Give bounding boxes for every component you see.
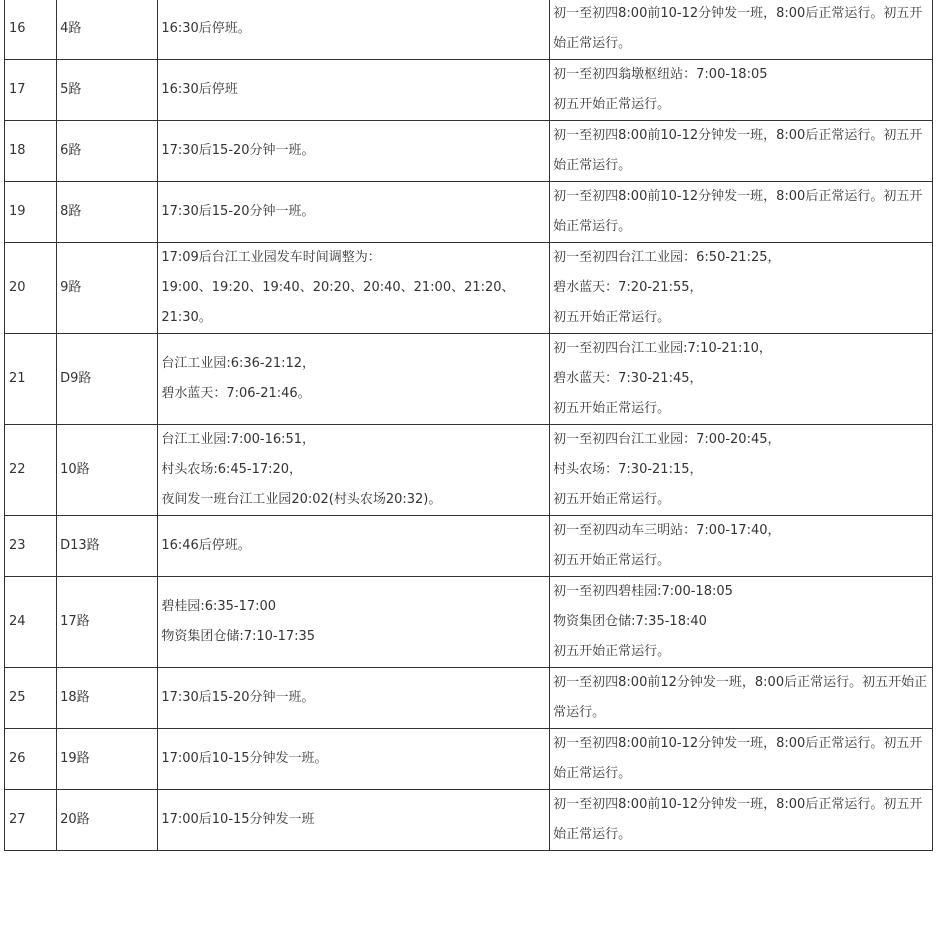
new-year-eve-schedule-cell	[158, 121, 550, 182]
table-row	[5, 425, 933, 516]
schedule-line: 17:00后10-15分钟发一班	[161, 812, 315, 827]
row-number-cell: 19	[5, 182, 57, 243]
schedule-line: 17:30后15-20分钟一班。	[161, 204, 315, 219]
table-row	[5, 729, 933, 790]
schedule-line: 碧水蓝天：7:20-21:55，	[553, 280, 703, 295]
route-name-cell: 9路	[57, 243, 158, 334]
schedule-line: 初五开始正常运行。	[553, 310, 671, 325]
new-year-eve-schedule-cell	[158, 334, 550, 425]
route-name-cell: 17路	[57, 577, 158, 668]
schedule-line: 初五开始正常运行。	[553, 97, 671, 112]
schedule-line: 初一至初四台江工业园：7:00-20:45，	[553, 432, 781, 447]
schedule-line: 初一至初四8:00前12分钟发一班，8:00后正常运行。初五开始正常运行。	[553, 675, 928, 720]
schedule-line: 初一至初四碧桂园:7:00-18:05	[553, 584, 733, 599]
row-number-cell: 23	[5, 516, 57, 577]
new-year-eve-schedule-cell	[158, 60, 550, 121]
schedule-line: 初一至初四8:00前10-12分钟发一班，8:00后正常运行。初五开始正常运行。	[553, 128, 923, 173]
route-name-cell: 4路	[57, 0, 158, 60]
row-number-cell: 18	[5, 121, 57, 182]
schedule-line: 初一至初四翁墩枢纽站：7:00-18:05	[553, 67, 768, 82]
new-year-eve-schedule-cell	[158, 243, 550, 334]
route-name-cell: 20路	[57, 790, 158, 851]
new-year-eve-schedule-cell	[158, 425, 550, 516]
schedule-line: 初一至初四8:00前10-12分钟发一班，8:00后正常运行。初五开始正常运行。	[553, 736, 923, 781]
holiday-schedule-cell	[550, 516, 933, 577]
row-number-cell: 16	[5, 0, 57, 60]
schedule-line: 碧桂园:6:35-17:00	[161, 599, 277, 614]
schedule-line: 17:30后15-20分钟一班。	[161, 143, 315, 158]
table-row	[5, 668, 933, 729]
holiday-schedule-cell	[550, 243, 933, 334]
schedule-line: 夜间发一班台江工业园20:02(村头农场20:32)。	[161, 492, 442, 507]
route-name-cell: 5路	[57, 60, 158, 121]
schedule-line: 台江工业园:7:00-16:51，	[161, 432, 316, 447]
route-name-cell: D13路	[57, 516, 158, 577]
schedule-line: 物资集团仓储:7:35-18:40	[553, 614, 707, 629]
holiday-schedule-cell	[550, 121, 933, 182]
schedule-line: 17:09后台江工业园发车时间调整为：	[161, 250, 381, 265]
route-name-cell: 10路	[57, 425, 158, 516]
holiday-schedule-cell	[550, 182, 933, 243]
route-name-cell: D9路	[57, 334, 158, 425]
row-number-cell: 25	[5, 668, 57, 729]
route-name-cell: 8路	[57, 182, 158, 243]
schedule-line: 初五开始正常运行。	[553, 492, 671, 507]
schedule-line: 初五开始正常运行。	[553, 401, 671, 416]
new-year-eve-schedule-cell	[158, 577, 550, 668]
schedule-line: 初一至初四台江工业园:7:10-21:10，	[553, 341, 772, 356]
schedule-line: 初一至初四动车三明站：7:00-17:40，	[553, 523, 781, 538]
new-year-eve-schedule-cell	[158, 790, 550, 851]
schedule-line: 碧水蓝天：7:06-21:46。	[161, 386, 311, 401]
route-name-cell: 19路	[57, 729, 158, 790]
schedule-line: 17:00后10-15分钟发一班。	[161, 751, 328, 766]
table-row	[5, 60, 933, 121]
schedule-line: 初五开始正常运行。	[553, 644, 671, 659]
new-year-eve-schedule-cell	[158, 0, 550, 60]
holiday-schedule-cell	[550, 0, 933, 60]
schedule-line: 16:46后停班。	[161, 538, 251, 553]
table-row	[5, 577, 933, 668]
new-year-eve-schedule-cell	[158, 182, 550, 243]
holiday-schedule-cell	[550, 425, 933, 516]
schedule-line: 物资集团仓储:7:10-17:35	[161, 629, 316, 644]
table-row	[5, 243, 933, 334]
holiday-schedule-cell	[550, 729, 933, 790]
table-body	[5, 0, 933, 851]
schedule-line: 16:30后停班。	[161, 21, 251, 36]
schedule-line: 初一至初四8:00前10-12分钟发一班，8:00后正常运行。初五开始正常运行。	[553, 797, 923, 842]
table-row	[5, 0, 933, 60]
schedule-line: 碧水蓝天：7:30-21:45，	[553, 371, 703, 386]
schedule-line: 16:30后停班	[161, 82, 238, 97]
new-year-eve-schedule-cell	[158, 516, 550, 577]
table-row	[5, 516, 933, 577]
new-year-eve-schedule-cell	[158, 729, 550, 790]
row-number-cell: 17	[5, 60, 57, 121]
bus-schedule-table	[4, 0, 933, 851]
route-name-cell: 18路	[57, 668, 158, 729]
table-row	[5, 790, 933, 851]
row-number-cell: 20	[5, 243, 57, 334]
table-row	[5, 182, 933, 243]
schedule-line: 村头农场:6:45-17:20，	[161, 462, 303, 477]
schedule-line: 21:30。	[161, 310, 212, 325]
schedule-line: 台江工业园:6:36-21:12，	[161, 356, 316, 371]
row-number-cell: 27	[5, 790, 57, 851]
schedule-line: 村头农场：7:30-21:15，	[553, 462, 703, 477]
holiday-schedule-cell	[550, 577, 933, 668]
schedule-line: 17:30后15-20分钟一班。	[161, 690, 315, 705]
table-row	[5, 334, 933, 425]
holiday-schedule-cell	[550, 60, 933, 121]
route-name-cell: 6路	[57, 121, 158, 182]
schedule-line: 初五开始正常运行。	[553, 553, 671, 568]
schedule-line: 19:00、19:20、19:40、20:20、20:40、21:00、21:20、	[161, 280, 515, 295]
schedule-line: 初一至初四台江工业园：6:50-21:25，	[553, 250, 781, 265]
schedule-line: 初一至初四8:00前10-12分钟发一班，8:00后正常运行。初五开始正常运行。	[553, 6, 923, 51]
schedule-line: 初一至初四8:00前10-12分钟发一班，8:00后正常运行。初五开始正常运行。	[553, 189, 923, 234]
holiday-schedule-cell	[550, 790, 933, 851]
row-number-cell: 24	[5, 577, 57, 668]
row-number-cell: 26	[5, 729, 57, 790]
holiday-schedule-cell	[550, 334, 933, 425]
holiday-schedule-cell	[550, 668, 933, 729]
row-number-cell: 22	[5, 425, 57, 516]
row-number-cell: 21	[5, 334, 57, 425]
new-year-eve-schedule-cell	[158, 668, 550, 729]
table-row	[5, 121, 933, 182]
